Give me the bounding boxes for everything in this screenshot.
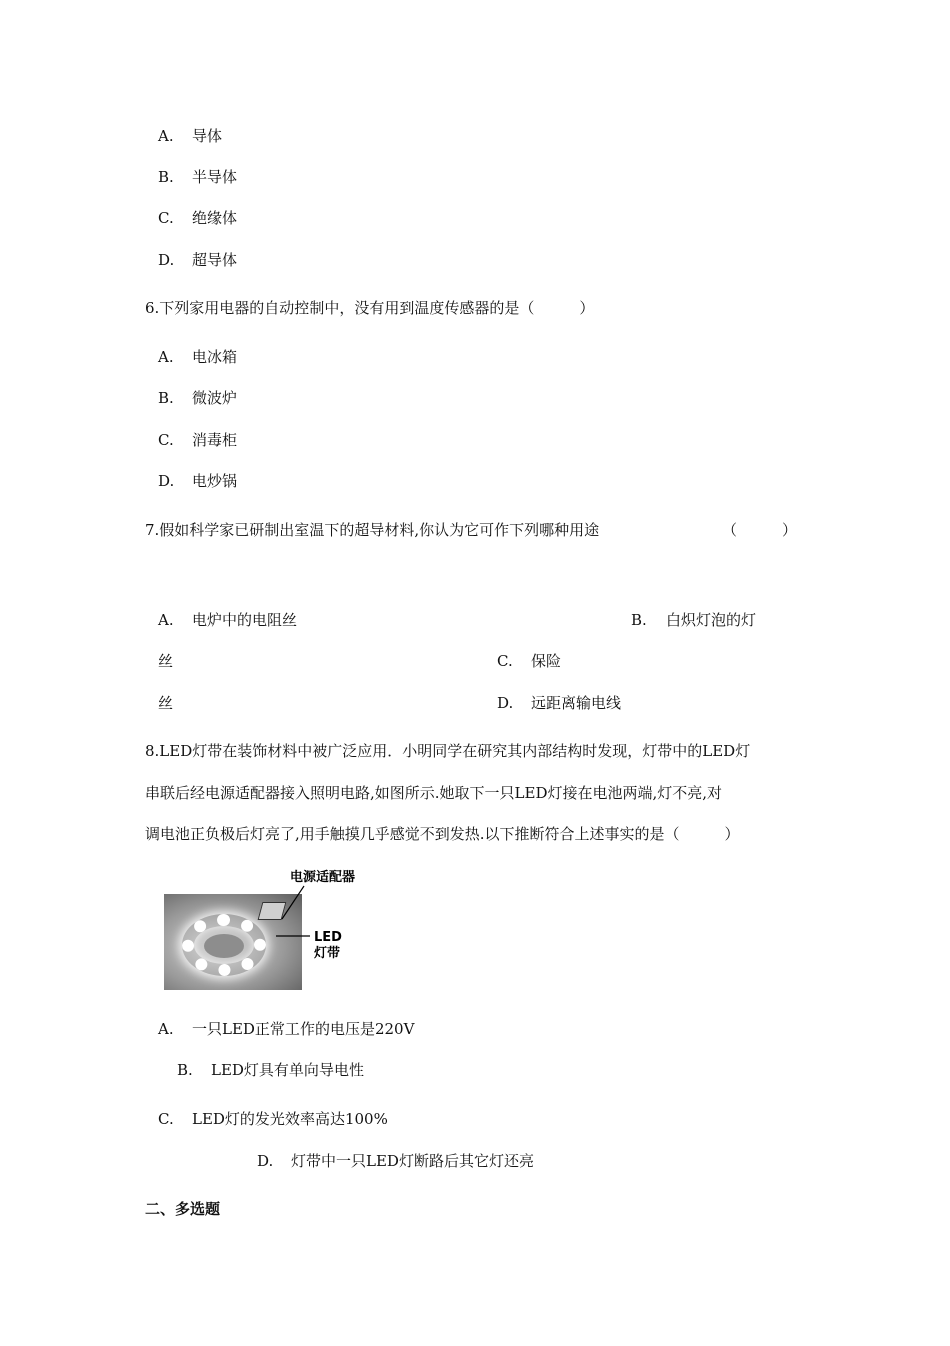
q7-option-b-text: 白炽灯泡的灯 xyxy=(666,611,757,629)
q8-option-c xyxy=(158,1109,388,1129)
option-label: B. xyxy=(158,168,174,186)
led-strip-figure xyxy=(164,864,374,990)
label-power-adapter: 电源适配器 xyxy=(290,870,356,885)
q6-option-c xyxy=(158,430,237,450)
q8-stem-line-3: 调电池正负极后灯亮了,用手触摸几乎感觉不到发热.以下推断符合上述事实的是（ ） xyxy=(145,825,740,843)
option-text: 超导体 xyxy=(192,251,238,269)
option-label: C. xyxy=(158,431,174,449)
q7-option-b-continuation: 丝 xyxy=(158,652,174,670)
q5-option-d xyxy=(158,250,237,270)
label-led: LED xyxy=(314,930,342,945)
option-label: C. xyxy=(158,1110,174,1128)
q6-option-d xyxy=(158,471,237,491)
option-text: 绝缘体 xyxy=(192,209,238,227)
option-label: B. xyxy=(177,1061,193,1079)
q8-option-d xyxy=(257,1151,534,1171)
option-text: 导体 xyxy=(192,127,223,145)
q7-answer-bracket: （ ） xyxy=(722,521,798,539)
option-label: A. xyxy=(158,1020,174,1038)
option-label: D. xyxy=(257,1152,274,1170)
option-label: A. xyxy=(158,348,174,366)
option-label: D. xyxy=(158,472,175,490)
q5-option-a xyxy=(158,126,222,146)
q6-option-b xyxy=(158,388,237,408)
q7-stem: 7.假如科学家已研制出室温下的超导材料,你认为它可作下列哪种用途 xyxy=(145,521,600,539)
q5-option-b xyxy=(158,167,237,187)
option-text: LED灯的发光效率高达100% xyxy=(192,1110,388,1128)
q7-option-c-text: 保险 xyxy=(531,652,562,670)
q8-option-a xyxy=(158,1019,414,1039)
q8-stem-line-2: 串联后经电源适配器接入照明电路,如图所示.她取下一只LED灯接在电池两端,灯不亮,对 xyxy=(145,784,723,802)
option-label: D. xyxy=(158,251,175,269)
q7-option-a-label: A. xyxy=(158,611,174,629)
q7-option-c-continuation: 丝 xyxy=(158,694,174,712)
q6-option-a xyxy=(158,347,237,367)
option-text: 消毒柜 xyxy=(192,431,238,449)
option-text: 电炒锅 xyxy=(192,472,238,490)
option-label: C. xyxy=(158,209,174,227)
q8-option-b xyxy=(177,1060,364,1080)
q8-stem-line-1: 8.LED灯带在装饰材料中被广泛应用．小明同学在研究其内部结构时发现，灯带中的LED灯 xyxy=(145,742,751,760)
option-text: 微波炉 xyxy=(192,389,238,407)
q7-option-d-label: D. xyxy=(497,694,514,712)
q7-option-c-label: C. xyxy=(497,652,513,670)
option-label: A. xyxy=(158,127,174,145)
q6-stem: 6.下列家用电器的自动控制中，没有用到温度传感器的是（ ） xyxy=(145,299,595,317)
option-text: 半导体 xyxy=(192,168,238,186)
option-text: 电冰箱 xyxy=(192,348,238,366)
q7-option-a-text: 电炉中的电阻丝 xyxy=(192,611,298,629)
option-text: 灯带中一只LED灯断路后其它灯还亮 xyxy=(291,1152,534,1170)
option-text: LED灯具有单向导电性 xyxy=(211,1061,364,1079)
label-light-strip: 灯带 xyxy=(314,946,341,961)
q5-option-c xyxy=(158,208,237,228)
q7-option-b-label: B. xyxy=(631,611,647,629)
option-text: 一只LED正常工作的电压是220V xyxy=(192,1020,415,1038)
section-heading-multiple-choice: 二、多选题 xyxy=(145,1200,221,1218)
option-label: B. xyxy=(158,389,174,407)
q7-option-d-text: 远距离输电线 xyxy=(531,694,622,712)
